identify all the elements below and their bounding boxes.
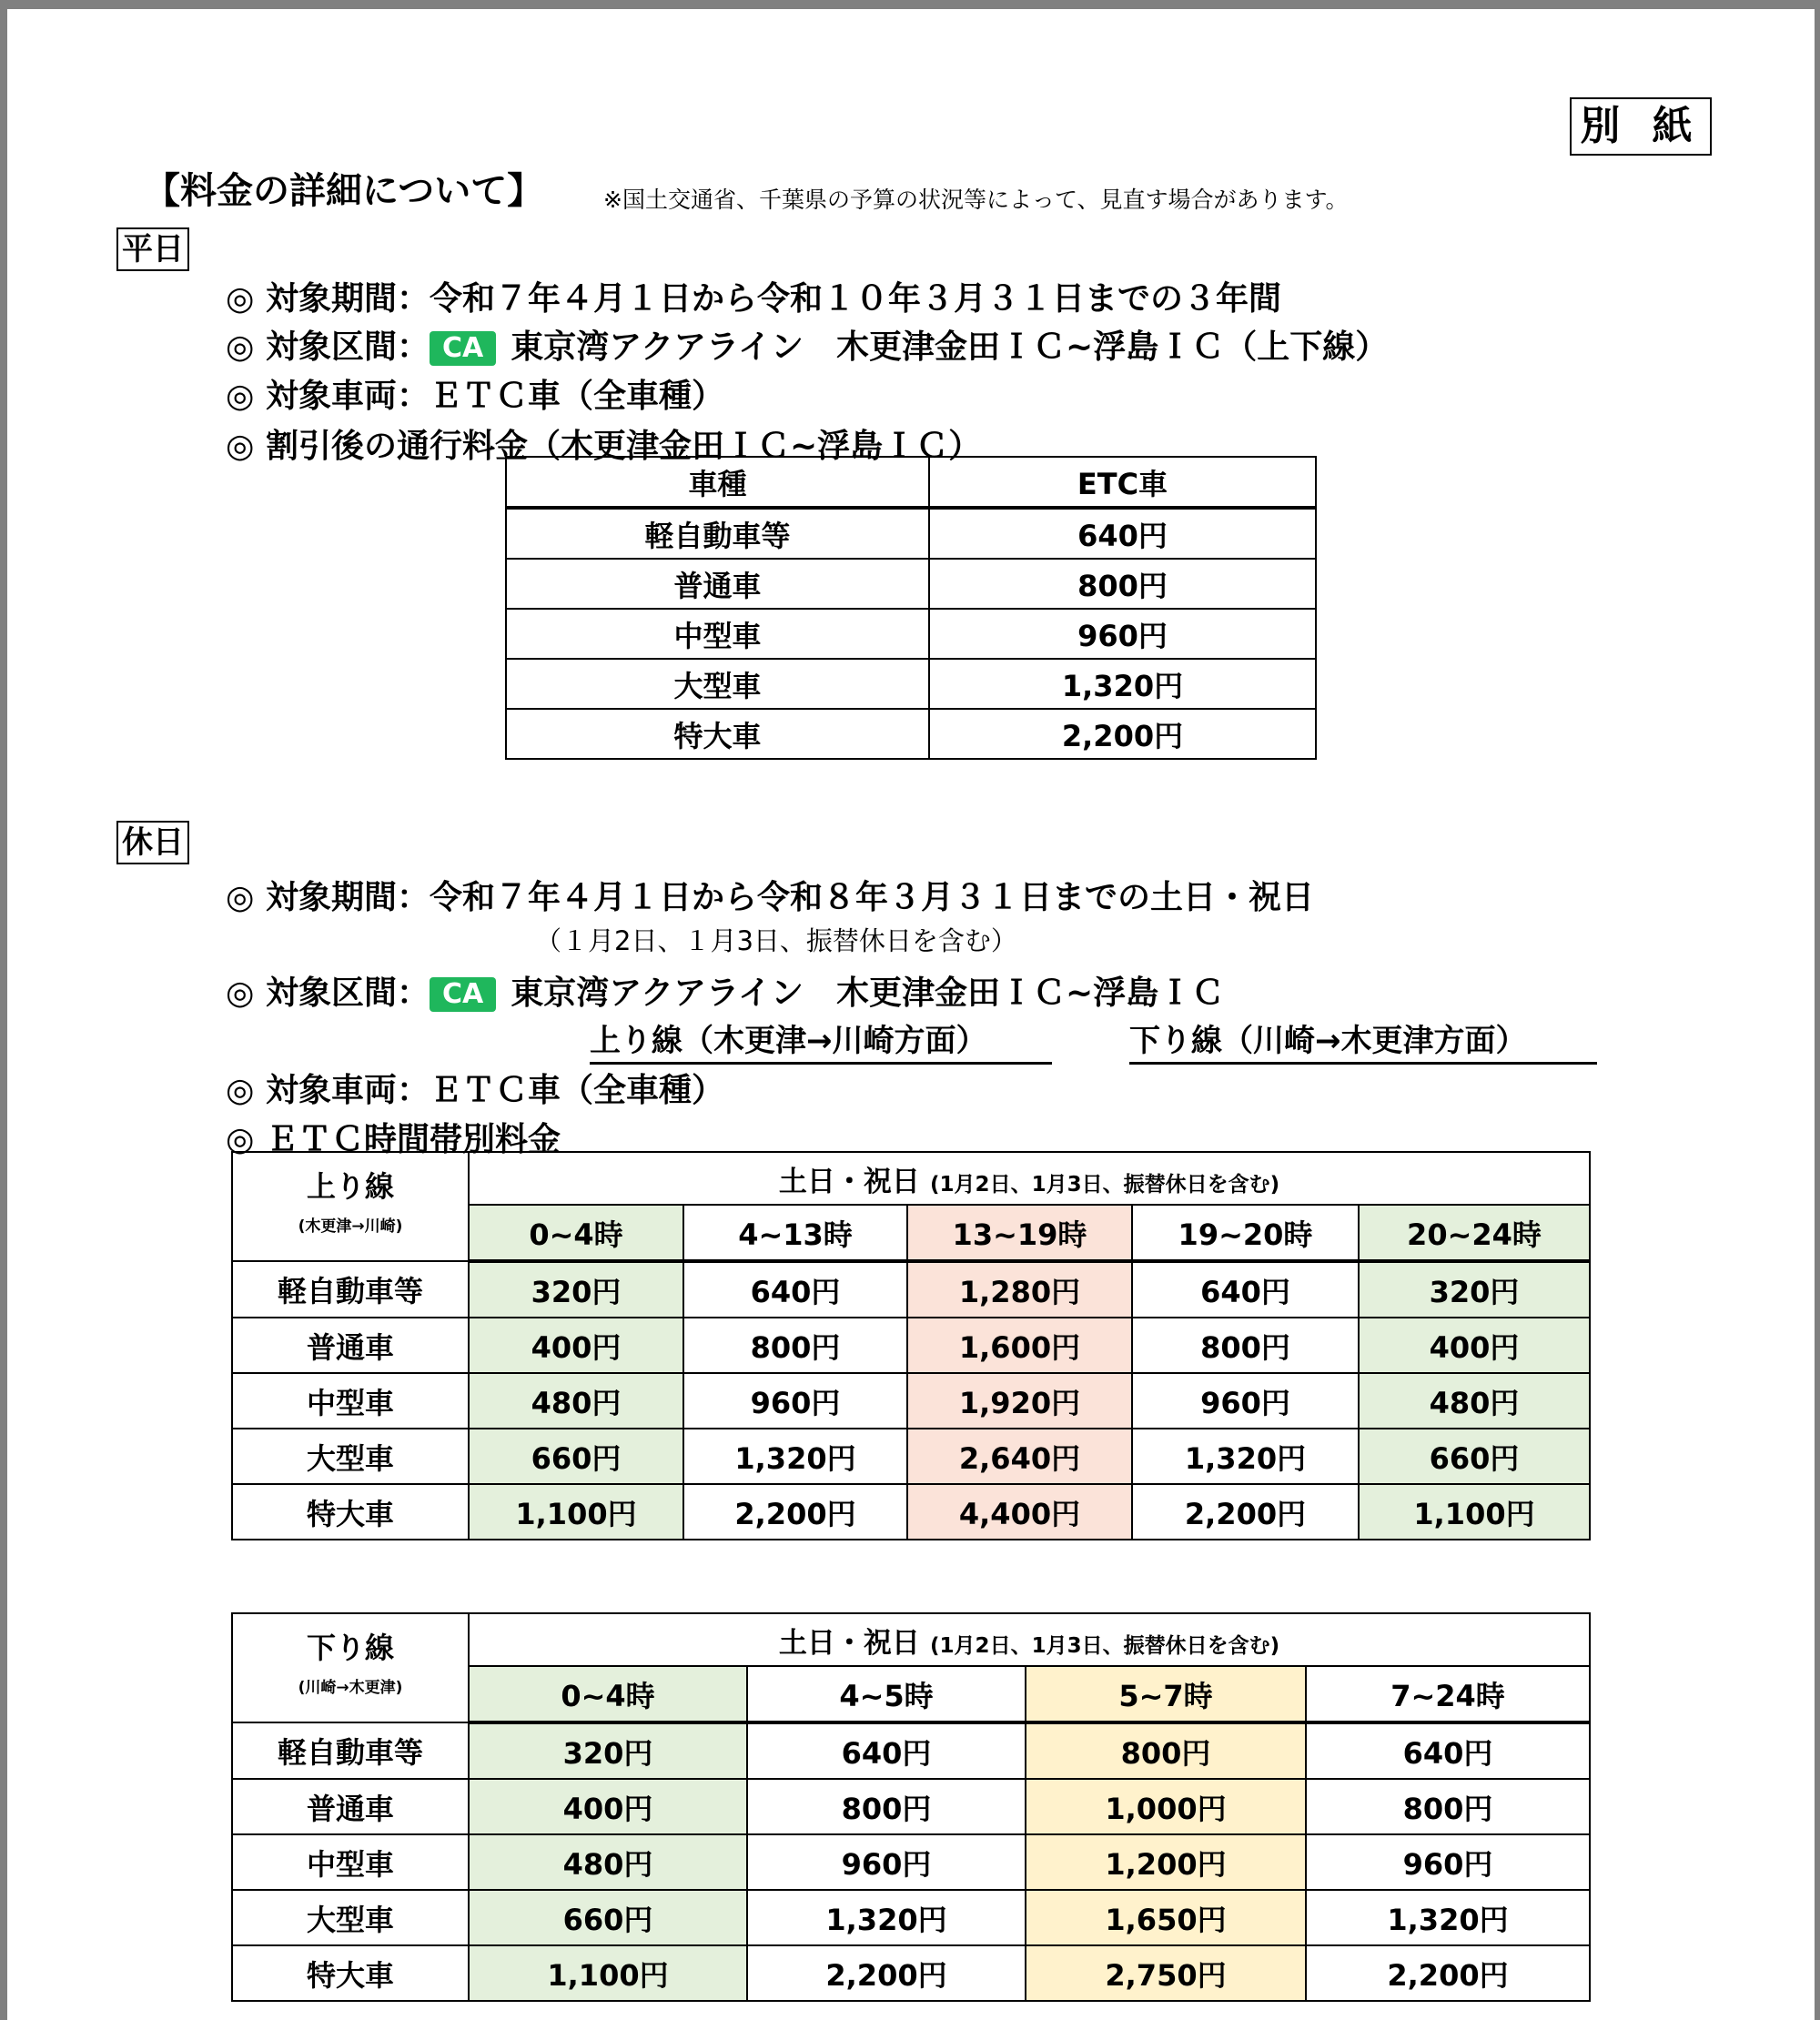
fare-cell: 400円 (469, 1779, 747, 1834)
table-row (232, 1318, 1590, 1373)
table-row (232, 1945, 1590, 2001)
weekday-fare-heading: ◎ 割引後の通行料金（木更津金田ＩＣ~浮島ＩＣ） (226, 428, 982, 465)
fare-cell: 1,200円 (1026, 1834, 1306, 1890)
holiday-tag: 休日 (116, 821, 189, 864)
vehicle-type-cell: 普通車 (506, 559, 929, 609)
line-label-cell (232, 1152, 469, 1261)
weekday-section (226, 321, 1388, 368)
fare-cell: 800円 (683, 1318, 907, 1373)
time-slot-cell: 5~7時 (1026, 1666, 1306, 1722)
fare-cell: 800円 (1026, 1722, 1306, 1779)
table-header-cell: ETC車 (929, 457, 1316, 508)
fare-cell: 640円 (683, 1261, 907, 1318)
table-row (232, 1834, 1590, 1890)
fare-cell: 960円 (747, 1834, 1026, 1890)
fare-cell: 1,920円 (907, 1373, 1132, 1429)
vehicle-type-cell: 中型車 (506, 609, 929, 659)
fare-cell: 960円 (1306, 1834, 1590, 1890)
line-sub-label: (木更津→川崎) (298, 1217, 403, 1236)
fare-cell: 800円 (1306, 1779, 1590, 1834)
table-row (506, 508, 1316, 559)
fare-cell: 1,600円 (907, 1318, 1132, 1373)
table-row (506, 659, 1316, 709)
time-slot-cell: 4~13時 (683, 1205, 907, 1261)
holiday-vehicle: ◎ 対象車両：ＥＴＣ車（全車種） (226, 1072, 724, 1109)
fare-cell: 800円 (1132, 1318, 1359, 1373)
table-row (232, 1261, 1590, 1318)
budget-note: ※国土交通省、千葉県の予算の状況等によって、見直す場合があります。 (603, 187, 1349, 213)
down-line-fare-table (231, 1612, 1591, 2002)
aqualine-badge: CA (430, 331, 496, 366)
fare-cell: 660円 (469, 1429, 683, 1484)
page-title: 【料金の詳細について】 (144, 170, 544, 212)
fare-cell: 960円 (929, 609, 1316, 659)
fare-cell: 1,320円 (1132, 1429, 1359, 1484)
vehicle-type-cell: 特大車 (506, 709, 929, 759)
fare-cell: 480円 (469, 1373, 683, 1429)
fare-cell: 1,650円 (1026, 1890, 1306, 1945)
weekday-tag: 平日 (116, 227, 189, 271)
table-row (232, 1779, 1590, 1834)
fare-cell: 1,100円 (469, 1484, 683, 1540)
fare-cell: 1,320円 (929, 659, 1316, 709)
fare-cell: 640円 (1306, 1722, 1590, 1779)
weekday-section-prefix: ◎ 対象区間： (226, 328, 430, 366)
time-slot-cell: 0~4時 (469, 1666, 747, 1722)
weekday-fare-table (505, 456, 1317, 760)
day-label-cell (469, 1152, 1590, 1205)
fare-cell: 1,320円 (1306, 1890, 1590, 1945)
weekday-section-text: 東京湾アクアライン 木更津金田ＩＣ~浮島ＩＣ（上下線） (511, 328, 1389, 366)
fare-cell: 4,400円 (907, 1484, 1132, 1540)
fare-cell: 800円 (747, 1779, 1026, 1834)
vehicle-type-cell: 特大車 (232, 1945, 469, 2001)
vehicle-type-cell: 普通車 (232, 1779, 469, 1834)
table-row (232, 1890, 1590, 1945)
fare-cell: 1,000円 (1026, 1779, 1306, 1834)
line-label: 上り線 (306, 1169, 394, 1204)
fare-cell: 480円 (1359, 1373, 1590, 1429)
document-page (7, 9, 1815, 2020)
time-slot-cell: 20~24時 (1359, 1205, 1590, 1261)
fare-cell: 1,100円 (1359, 1484, 1590, 1540)
fare-cell: 2,200円 (929, 709, 1316, 759)
fare-cell: 2,200円 (683, 1484, 907, 1540)
table-row (232, 1484, 1590, 1540)
day-label-cell (469, 1613, 1590, 1666)
fare-cell: 640円 (929, 508, 1316, 559)
day-note: (1月2日、1月3日、振替休日を含む) (930, 1633, 1280, 1658)
table-header-cell: 車種 (506, 457, 929, 508)
vehicle-type-cell: 軽自動車等 (232, 1722, 469, 1779)
table-row (506, 709, 1316, 759)
day-note: (1月2日、1月3日、振替休日を含む) (930, 1172, 1280, 1197)
day-label: 土日・祝日 (778, 1165, 920, 1198)
vehicle-type-cell: 大型車 (506, 659, 929, 709)
fare-cell: 320円 (469, 1722, 747, 1779)
vehicle-type-cell: 大型車 (232, 1890, 469, 1945)
fare-cell: 960円 (683, 1373, 907, 1429)
fare-cell: 2,200円 (1132, 1484, 1359, 1540)
fare-cell: 2,640円 (907, 1429, 1132, 1484)
fare-cell: 480円 (469, 1834, 747, 1890)
direction-down: 下り線（川崎→木更津方面） (1129, 1015, 1597, 1065)
fare-cell: 800円 (929, 559, 1316, 609)
holiday-section-prefix: ◎ 対象区間： (226, 975, 430, 1012)
table-row (232, 1373, 1590, 1429)
aqualine-badge: CA (430, 977, 496, 1012)
vehicle-type-cell: 特大車 (232, 1484, 469, 1540)
holiday-section-text: 東京湾アクアライン 木更津金田ＩＣ~浮島ＩＣ (511, 975, 1225, 1012)
fare-cell: 2,200円 (1306, 1945, 1590, 2001)
line-label: 下り線 (306, 1631, 394, 1665)
time-slot-cell: 4~5時 (747, 1666, 1026, 1722)
vehicle-type-cell: 中型車 (232, 1373, 469, 1429)
holiday-section (226, 967, 1224, 1014)
fare-cell: 1,320円 (683, 1429, 907, 1484)
fare-cell: 1,100円 (469, 1945, 747, 2001)
holiday-period: ◎ 対象期間：令和７年４月１日から令和８年３月３１日までの土日・祝日 (226, 879, 1314, 916)
up-line-fare-table (231, 1151, 1591, 1540)
fare-cell: 320円 (1359, 1261, 1590, 1318)
time-slot-cell: 13~19時 (907, 1205, 1132, 1261)
fare-cell: 320円 (469, 1261, 683, 1318)
fare-cell: 640円 (1132, 1261, 1359, 1318)
fare-cell: 640円 (747, 1722, 1026, 1779)
holiday-period-note: （１月2日、１月3日、振替休日を含む） (535, 925, 1017, 956)
fare-cell: 1,280円 (907, 1261, 1132, 1318)
fare-cell: 400円 (469, 1318, 683, 1373)
vehicle-type-cell: 中型車 (232, 1834, 469, 1890)
time-slot-cell: 0~4時 (469, 1205, 683, 1261)
table-header-row (506, 457, 1316, 508)
table-header-row (232, 1152, 1590, 1205)
direction-up: 上り線（木更津→川崎方面） (590, 1015, 1052, 1065)
line-sub-label: (川崎→木更津) (298, 1679, 403, 1697)
day-label: 土日・祝日 (778, 1626, 920, 1660)
fare-cell: 2,750円 (1026, 1945, 1306, 2001)
table-header-row (232, 1613, 1590, 1666)
fare-cell: 660円 (1359, 1429, 1590, 1484)
table-row (506, 609, 1316, 659)
vehicle-type-cell: 軽自動車等 (506, 508, 929, 559)
vehicle-type-cell: 大型車 (232, 1429, 469, 1484)
fare-cell: 660円 (469, 1890, 747, 1945)
holiday-fare-heading: ◎ ＥＴＣ時間帯別料金 (226, 1121, 561, 1158)
fare-cell: 400円 (1359, 1318, 1590, 1373)
fare-cell: 2,200円 (747, 1945, 1026, 2001)
weekday-vehicle: ◎ 対象車両：ＥＴＣ車（全車種） (226, 378, 724, 415)
vehicle-type-cell: 軽自動車等 (232, 1261, 469, 1318)
time-slot-cell: 7~24時 (1306, 1666, 1590, 1722)
fare-cell: 960円 (1132, 1373, 1359, 1429)
fare-cell: 1,320円 (747, 1890, 1026, 1945)
line-label-cell (232, 1613, 469, 1722)
table-row (232, 1429, 1590, 1484)
time-slot-cell: 19~20時 (1132, 1205, 1359, 1261)
vehicle-type-cell: 普通車 (232, 1318, 469, 1373)
weekday-period: ◎ 対象期間：令和７年４月１日から令和１０年３月３１日までの３年間 (226, 280, 1281, 318)
annex-label: 別 紙 (1570, 97, 1712, 156)
table-row (232, 1722, 1590, 1779)
table-row (506, 559, 1316, 609)
